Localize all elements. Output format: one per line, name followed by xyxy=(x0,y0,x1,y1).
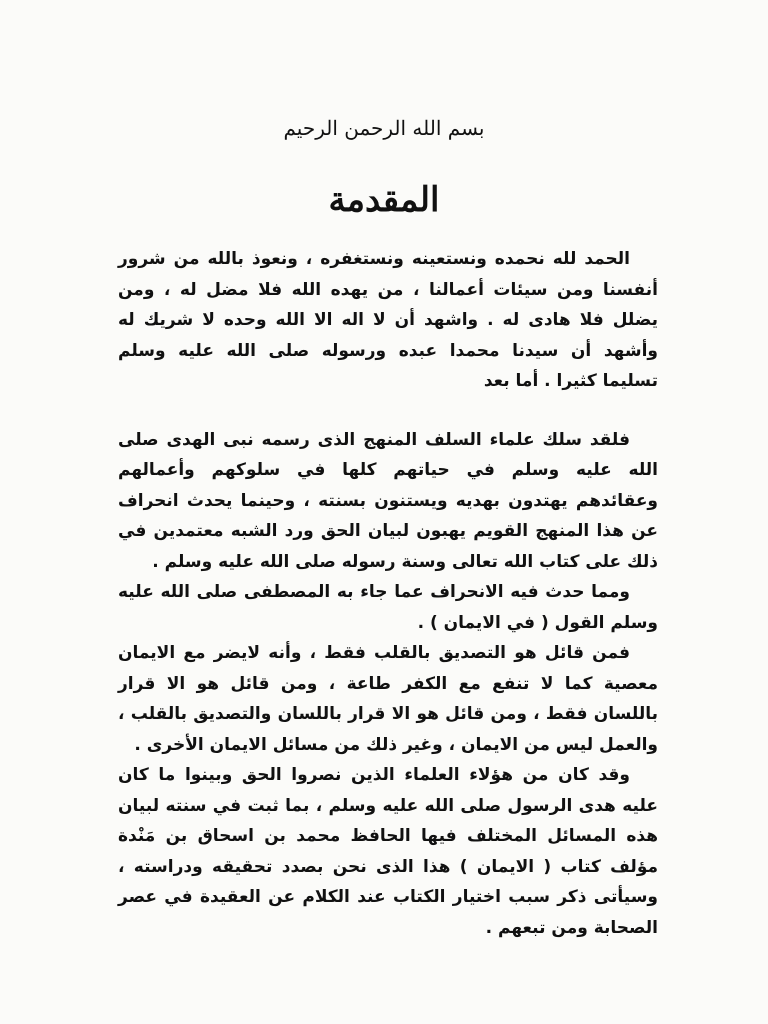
paragraph-ibn-mandah: وقد كان من هؤلاء العلماء الذين نصروا الحق وبينوا ما كان عليه هدى الرسول صلى الله عليه وسلم ، بما ثبت في سنته لبيان هذه المسائل المختلف فيها الحافظ محمد بن اسحاق بن مَنْدة مؤلف كتاب ( الايمان ) هذا الذى نحن بصدد تحقيقه ودراسته ، وسيأتى ذكر سبب اختيار الكتاب عند الكلام عن العقيدة في عصر الصحابة ومن تبعهم . xyxy=(118,765,658,938)
paragraph-salaf-method: فلقد سلك علماء السلف المنهج الذى رسمه نبى الهدى صلى الله عليه وسلم في حياتهم كلها في سلوكهم وأعمالهم وعقائدهم يهتدون بهديه ويستنون بسنته ، وحينما يحدث انحراف عن هذا المنهج القويم يهبون لبيان الحق ورد الشبه معتمدين في ذلك على كتاب الله تعالى وسنة رسوله صلى الله عليه وسلم . xyxy=(118,429,658,572)
paragraph-opinions: فمن قائل هو التصديق بالقلب فقط ، وأنه لايضر مع الايمان معصية كما لا تنفع مع الكفر طاعة ، ومن قائل هو الا قرار باللسان فقط ، ومن قائل هو الا قرار باللسان والتصديق بالقلب ، والعمل ليس من الايمان ، وغير ذلك من مسائل الايمان الأخرى . xyxy=(118,643,658,755)
basmala-heading: بسم الله الرحمن الرحيم xyxy=(283,116,485,140)
paragraph-deviation: ومما حدث فيه الانحراف عما جاء به المصطفى صلى الله عليه وسلم القول ( في الايمان ) . xyxy=(118,582,658,633)
body-text xyxy=(118,244,658,943)
page-title: المقدمة xyxy=(328,180,440,220)
paragraph-opening: الحمد لله نحمده ونستعينه ونستغفره ، ونعوذ بالله من شرور أنفسنا ومن سيئات أعمالنا ، من يهده الله فلا مضل له ، ومن يضلل فلا هادى له . واشهد أن لا اله الا الله وحده لا شريك له وأشهد أن سيدنا محمدا عبده ورسوله صلى الله عليه وسلم تسليما كثيرا . أما بعد xyxy=(118,249,658,391)
